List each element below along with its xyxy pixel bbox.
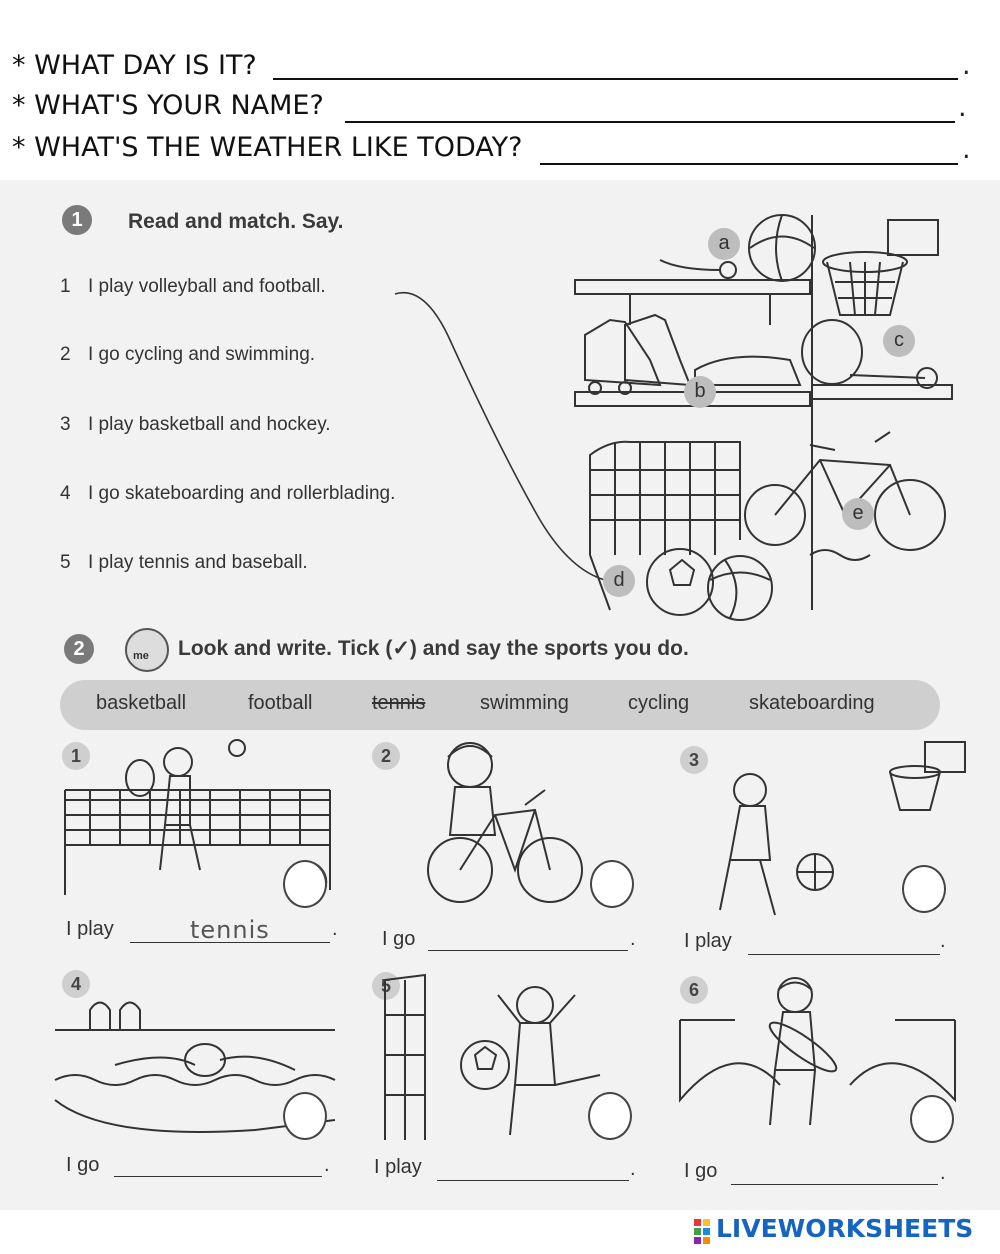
exercise-2-number: 2 [64, 634, 94, 664]
question-day: * WHAT DAY IS IT? [12, 50, 257, 81]
period: . [940, 930, 946, 952]
answer-2-prefix: I go [382, 928, 416, 950]
letter-d-label: d [603, 565, 635, 597]
answer-6-prefix: I go [684, 1160, 718, 1182]
match-item-3: 3 I play basketball and hockey. [60, 414, 331, 435]
period: . [630, 928, 636, 950]
answer-4-line[interactable] [114, 1176, 322, 1177]
tick-circle-5[interactable] [588, 1092, 632, 1140]
letter-b-label: b [684, 376, 716, 408]
cycling-girl-illustration [420, 735, 590, 915]
answer-3-prefix: I play [684, 930, 732, 952]
match-item-5: 5 I play tennis and baseball. [60, 552, 308, 573]
exercise-2-title: Look and write. Tick (✓) and say the sports you do. [178, 637, 689, 660]
tick-circle-4[interactable] [283, 1092, 327, 1140]
question-weather: * WHAT'S THE WEATHER LIKE TODAY? [12, 132, 523, 163]
liveworksheets-logo-icon [694, 1219, 714, 1243]
match-item-4: 4 I go skateboarding and rollerblading. [60, 483, 396, 504]
period: . [962, 50, 971, 81]
letter-a-label: a [708, 228, 740, 260]
match-item-2: 2 I go cycling and swimming. [60, 344, 316, 365]
picture-1-number: 1 [62, 742, 90, 770]
liveworksheets-logo: LIVEWORKSHEETS [716, 1214, 974, 1243]
answer-1-filled: tennis [190, 916, 270, 944]
period: . [332, 918, 338, 940]
picture-4-number: 4 [62, 970, 90, 998]
picture-2-number: 2 [372, 742, 400, 770]
picture-3-number: 3 [680, 746, 708, 774]
word-cycling: cycling [628, 692, 690, 714]
period: . [940, 1162, 946, 1184]
tick-circle-6[interactable] [910, 1095, 954, 1143]
answer-3-line[interactable] [748, 954, 940, 955]
word-skateboarding: skateboarding [749, 692, 875, 714]
exercise-1-title: Read and match. Say. [128, 210, 344, 233]
word-swimming: swimming [480, 692, 569, 714]
letter-e-label: e [842, 498, 874, 530]
word-football: football [248, 692, 313, 714]
picture-6-number: 6 [680, 976, 708, 1004]
me-badge-icon: me [125, 628, 169, 672]
period: . [958, 92, 967, 123]
answer-5-prefix: I play [374, 1156, 422, 1178]
match-item-1: 1 I play volleyball and football. [60, 276, 326, 297]
answer-2-line[interactable] [428, 950, 628, 951]
answer-5-line[interactable] [437, 1180, 629, 1181]
picture-5-number: 5 [372, 972, 400, 1000]
period: . [630, 1158, 636, 1180]
word-basketball: basketball [96, 692, 187, 714]
word-tennis: tennis [372, 692, 426, 714]
answer-4-prefix: I go [66, 1154, 100, 1176]
period: . [324, 1154, 330, 1176]
tick-circle-2[interactable] [590, 860, 634, 908]
answer-6-line[interactable] [731, 1184, 938, 1185]
tick-circle-3[interactable] [902, 865, 946, 913]
tick-circle-1[interactable] [283, 860, 327, 908]
question-name: * WHAT'S YOUR NAME? [12, 90, 324, 121]
answer-1-prefix: I play [66, 918, 114, 940]
exercise-1-number: 1 [62, 205, 92, 235]
period: . [962, 134, 971, 165]
sports-equipment-illustration [570, 210, 960, 630]
letter-c-label: c [883, 325, 915, 357]
